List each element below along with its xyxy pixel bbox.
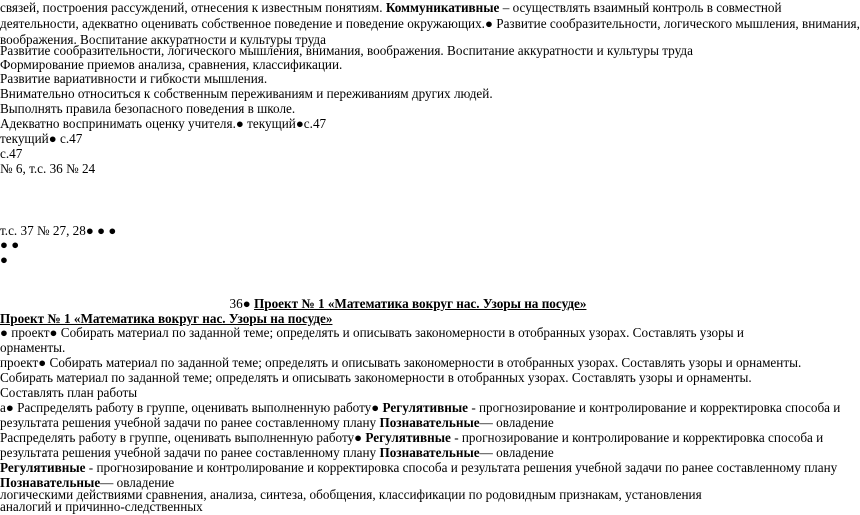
text-line-25 (0, 430, 823, 446)
text: т.с. 37 № 27, 28 (0, 223, 86, 238)
text-line-1 (0, 0, 782, 16)
bold-term-cognitive: Познавательные (0, 475, 101, 490)
text: – осуществлять взаимный контроль в совместной (499, 0, 782, 15)
text: — овладение (100, 475, 175, 490)
text: проект (0, 355, 39, 370)
text-line-26 (0, 445, 554, 461)
text: а (0, 400, 6, 415)
text-line-18 (0, 325, 744, 341)
text-line-5: Формирование приемов анализа, сравнения, классификации. (0, 57, 343, 72)
project-title: Проект № 1 «Математика вокруг нас. Узоры на посуде» (253, 296, 587, 311)
text-line-10 (0, 131, 82, 147)
text: - прогнозирование и контролирование и корректировка способа и (468, 400, 841, 415)
text: ● Распределять работу в группе, оценивать выполненную работу (5, 400, 372, 415)
text: ● Собирать материал по заданной теме; определять и описывать закономерности в отобранных узорах. Составлять узоры и орнаменты. (38, 355, 802, 370)
text-line-2 (0, 16, 860, 32)
text-line-11: с.47 (0, 146, 23, 161)
bullet: ● (371, 400, 383, 415)
text-line-7: Внимательно относиться к собственным переживаниям и переживаниям других людей. (0, 86, 493, 101)
bold-term-regulatory: Регулятивные (365, 430, 451, 445)
bullet: ● (0, 325, 8, 340)
text: результата решения учебной задачи по ранее составленному плану (0, 445, 380, 460)
text: ● текущий (235, 116, 296, 131)
text-line-21: Собирать материал по заданной теме; определять и описывать закономерности в отобранных узорах. Составлять узоры и орнаменты. (0, 370, 752, 385)
project-heading-centered (0, 296, 816, 312)
bold-term-communicative: Коммуникативные (385, 0, 500, 15)
text: ● Собирать материал по заданной теме; определять и описывать закономерности в отобранных узорах. Составлять узоры и (49, 325, 744, 340)
text-line-9 (0, 116, 326, 132)
text-line-14: ● ● (0, 237, 20, 252)
text: 36 (229, 296, 243, 311)
text-line-22: Составлять план работы (0, 385, 138, 400)
text-line-24 (0, 415, 554, 431)
text: текущий (0, 131, 49, 146)
text-line-4: Развитие сообразительности, логического мышления, внимания, воображения. Воспитание аккуратности и культуры труда (0, 43, 693, 58)
bullets: ● ● ● (85, 223, 117, 238)
bold-term-regulatory: Регулятивные (0, 460, 86, 475)
text: Распределять работу в группе, оценивать выполненную работу (0, 430, 355, 445)
bullet: ● (354, 430, 366, 445)
text: проект (7, 325, 50, 340)
bold-term-cognitive: Познавательные (379, 415, 480, 430)
text-line-8: Выполнять правила безопасного поведения в школе. (0, 101, 296, 116)
bold-term-regulatory: Регулятивные (382, 400, 469, 415)
text: - прогнозирование и контролирование и корректировка способа и (450, 430, 824, 445)
text-line-29: логическими действиями сравнения, анализа, синтеза, обобщения, классификации по родовидным признакам, установления (0, 487, 702, 502)
text: ●с.47 (295, 116, 327, 131)
text: результата решения учебной задачи по ранее составленному плану (0, 415, 380, 430)
text-line-30: аналогий и причинно-следственных (0, 499, 203, 514)
text-line-3: воображения. Воспитание аккуратности и культуры труда (0, 32, 326, 47)
text: деятельности, адекватно оценивать собственное поведение и поведение окружающих. (0, 16, 485, 31)
text-line-6: Развитие вариативности и гибкости мышления. (0, 71, 268, 86)
text-line-27 (0, 460, 837, 476)
text-line-20 (0, 355, 801, 371)
text: Адекватно воспринимать оценку учителя. (0, 116, 236, 131)
text-line-23 (0, 400, 840, 416)
text-line-15: ● (0, 252, 8, 267)
text: ● Развитие сообразительности, логического мышления, внимания, (484, 16, 860, 31)
project-title: Проект № 1 «Математика вокруг нас. Узоры на посуде» (0, 311, 333, 326)
text: связей, построения рассуждений, отнесения к известным понятиям. (0, 0, 386, 15)
text-line-12: № 6, т.с. 36 № 24 (0, 161, 96, 176)
bold-term-cognitive: Познавательные (379, 445, 480, 460)
text: — овладение (479, 445, 554, 460)
bullet: ● (242, 296, 254, 311)
text: - прогнозирование и контролирование и корректировка способа и результата решения учебной задачи по ранее составленному плану (85, 460, 838, 475)
text-line-19: орнаменты. (0, 340, 66, 355)
text: ● с.47 (48, 131, 83, 146)
text: — овладение (479, 415, 554, 430)
